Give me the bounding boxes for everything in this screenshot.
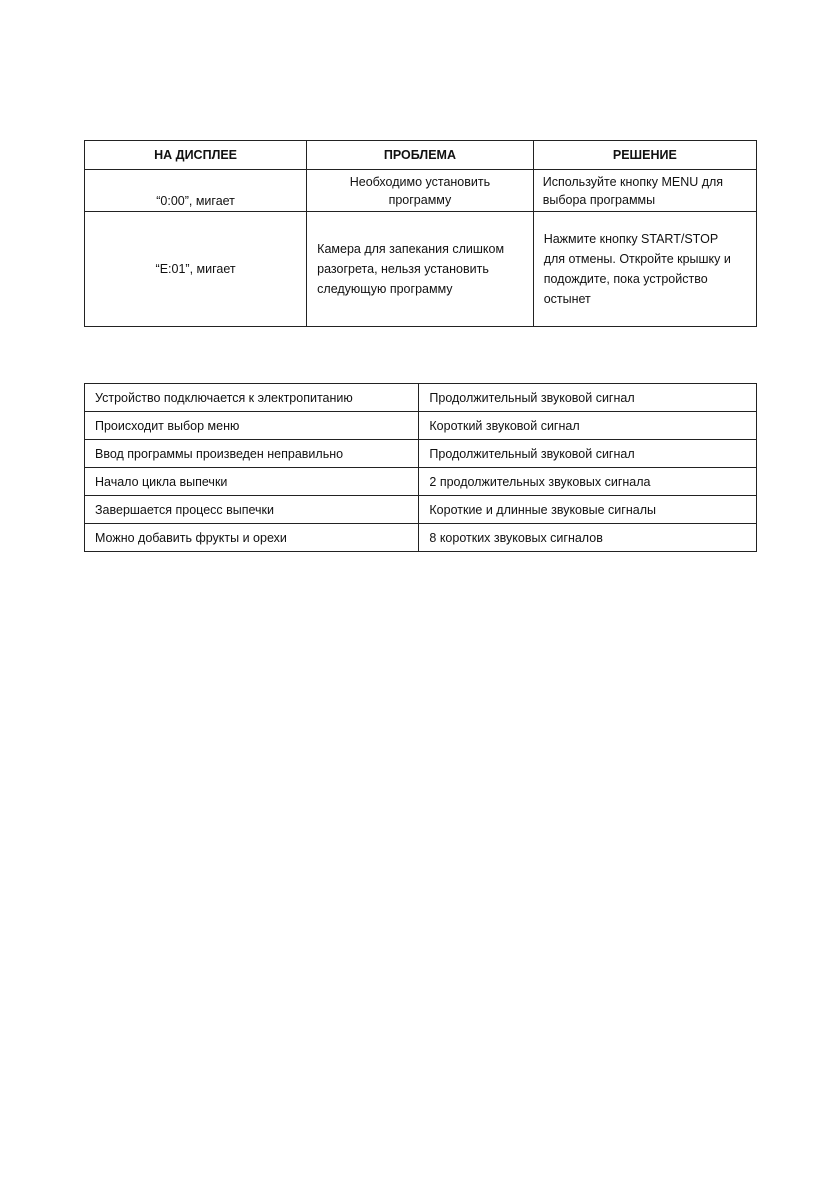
sound-signals-table xyxy=(84,383,757,552)
problem-line: Необходимо установить xyxy=(349,175,491,189)
table-row xyxy=(85,440,757,468)
event-cell: Завершается процесс выпечки xyxy=(85,496,419,524)
solution-line: выбора программы xyxy=(542,193,656,207)
display-cell: “E:01”, мигает xyxy=(85,212,307,327)
troubleshooting-table xyxy=(84,140,757,327)
solution-line: подождите, пока устройство xyxy=(543,272,708,286)
problem-line: программу xyxy=(388,193,452,207)
problem-line: разогрета, нельзя установить xyxy=(317,262,489,276)
event-cell: Устройство подключается к электропитанию xyxy=(85,384,419,412)
solution-line: остынет xyxy=(543,292,591,306)
signal-cell: Продолжительный звуковой сигнал xyxy=(419,384,757,412)
table-row xyxy=(85,212,757,327)
event-cell: Начало цикла выпечки xyxy=(85,468,419,496)
problem-cell xyxy=(307,212,534,327)
solution-cell xyxy=(533,212,756,327)
table-row xyxy=(85,496,757,524)
event-cell: Происходит выбор меню xyxy=(85,412,419,440)
table-row xyxy=(85,412,757,440)
header-problem: ПРОБЛЕМА xyxy=(307,141,534,170)
problem-cell xyxy=(307,170,534,212)
event-cell: Можно добавить фрукты и орехи xyxy=(85,524,419,552)
signal-cell: Короткий звуковой сигнал xyxy=(419,412,757,440)
solution-cell xyxy=(533,170,756,212)
problem-line: следующую программу xyxy=(317,282,453,296)
solution-line: Нажмите кнопку START/STOP xyxy=(543,232,719,246)
signal-cell: 8 коротких звуковых сигналов xyxy=(419,524,757,552)
signal-cell: Продолжительный звуковой сигнал xyxy=(419,440,757,468)
table-row xyxy=(85,524,757,552)
signal-cell: Короткие и длинные звуковые сигналы xyxy=(419,496,757,524)
solution-line: для отмены. Откройте крышку и xyxy=(543,252,731,266)
header-display: НА ДИСПЛЕЕ xyxy=(85,141,307,170)
problem-line: Камера для запекания слишком xyxy=(317,242,505,256)
header-solution: РЕШЕНИЕ xyxy=(533,141,756,170)
signal-cell: 2 продолжительных звуковых сигнала xyxy=(419,468,757,496)
solution-line: Используйте кнопку MENU для xyxy=(542,175,724,189)
table-row xyxy=(85,384,757,412)
display-cell: “0:00”, мигает xyxy=(85,170,307,212)
event-cell: Ввод программы произведен неправильно xyxy=(85,440,419,468)
table-row xyxy=(85,468,757,496)
table-row xyxy=(85,170,757,212)
troubleshooting-header-row xyxy=(85,141,757,170)
